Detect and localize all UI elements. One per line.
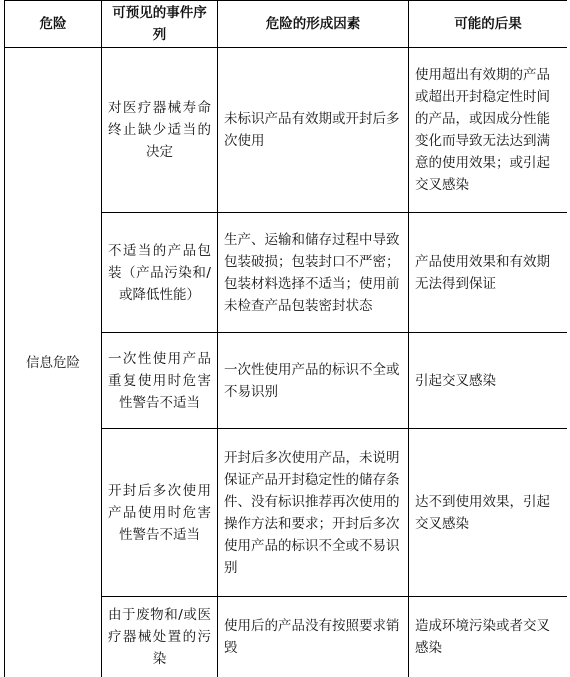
risk-table-page	[4, 0, 567, 677]
header-contributing-factors: 危险的形成因素	[218, 1, 409, 48]
consequences-cell: 引起交叉感染	[409, 333, 568, 429]
consequences-cell: 达不到使用效果，引起交叉感染	[409, 429, 568, 597]
hazard-category: 信息危险	[5, 48, 102, 677]
event-sequence-cell: 不适当的产品包装（产品污染和/或降低性能）	[102, 213, 218, 333]
event-sequence-cell: 由于废物和/或医疗器械处置的污染	[102, 597, 218, 677]
consequences-cell: 产品使用效果和有效期无法得到保证	[409, 213, 568, 333]
header-consequences: 可能的后果	[409, 1, 568, 48]
factors-cell: 生产、运输和储存过程中导致包装破损；包装封口不严密；包装材料选择不适当；使用前未检查产品包装密封状态	[218, 213, 409, 333]
risk-analysis-table	[4, 0, 567, 677]
header-hazard: 危险	[5, 1, 102, 48]
factors-cell: 使用后的产品没有按照要求销毁	[218, 597, 409, 677]
factors-cell: 一次性使用产品的标识不全或不易识别	[218, 333, 409, 429]
table-row	[5, 48, 568, 213]
table-header-row	[5, 1, 568, 48]
header-event-sequence: 可预见的事件序列	[102, 1, 218, 48]
consequences-cell: 造成环境污染或者交叉感染	[409, 597, 568, 677]
event-sequence-cell: 开封后多次使用产品使用时危害性警告不适当	[102, 429, 218, 597]
factors-cell: 开封后多次使用产品，未说明保证产品开封稳定性的储存条件、没有标识推荐再次使用的操作方法和要求；开封后多次使用产品的标识不全或不易识别	[218, 429, 409, 597]
factors-cell: 未标识产品有效期或开封后多次使用	[218, 48, 409, 213]
event-sequence-cell: 对医疗器械寿命终止缺少适当的决定	[102, 48, 218, 213]
event-sequence-cell: 一次性使用产品重复使用时危害性警告不适当	[102, 333, 218, 429]
consequences-cell: 使用超出有效期的产品或超出开封稳定性时间的产品，或因成分性能变化而导致无法达到满意的使用效果；或引起交叉感染	[409, 48, 568, 213]
